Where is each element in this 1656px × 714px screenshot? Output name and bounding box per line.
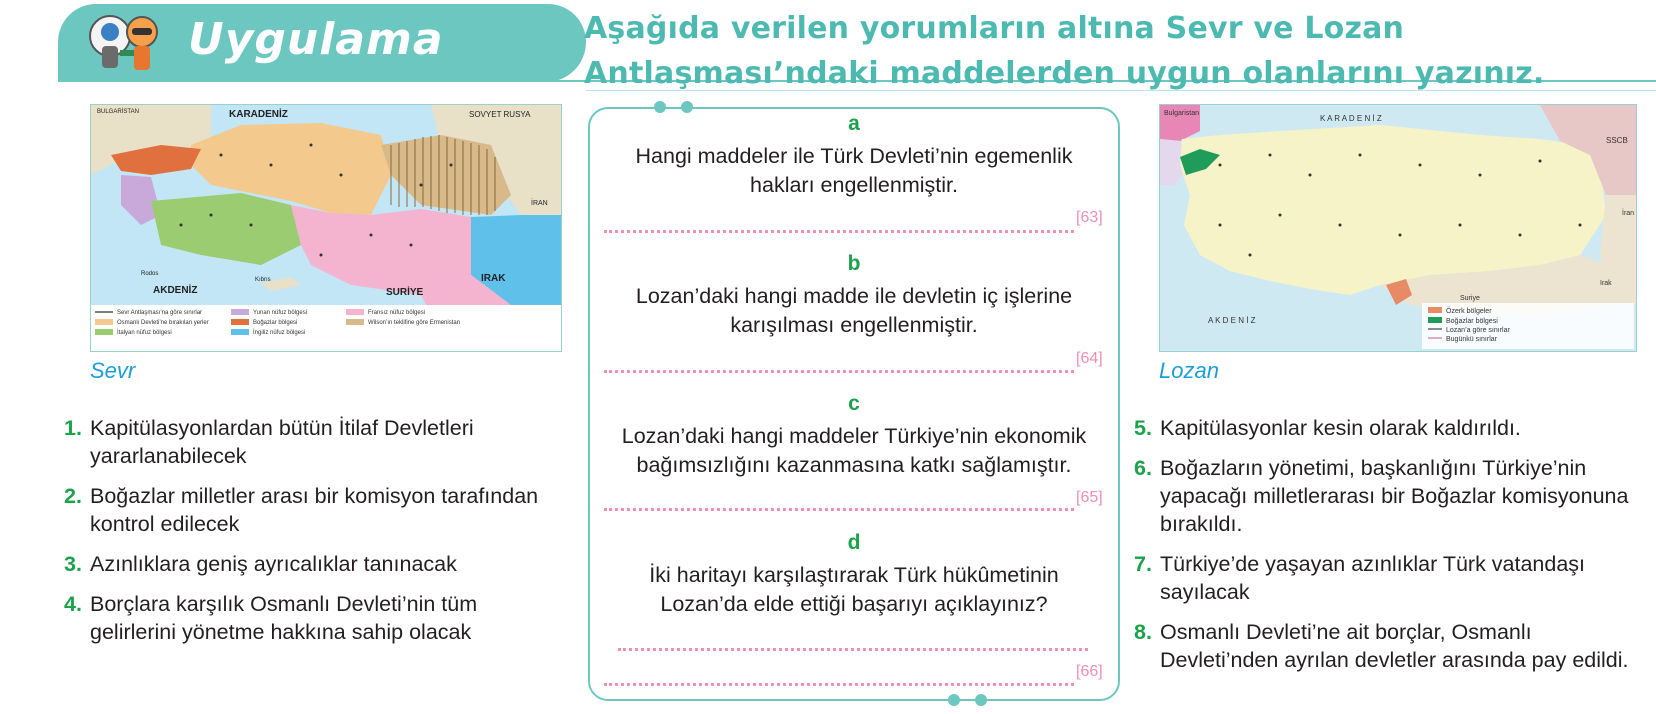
sevr-map (90, 104, 562, 352)
sevr-label-bulgaristan: BULGARİSTAN (97, 109, 139, 115)
decor-dot (975, 694, 987, 706)
lozan-label-suriye: Suriye (1460, 295, 1480, 302)
sevr-legend-6: Fransız nüfuz bölgesi (368, 310, 426, 316)
sevr-label-iran: İRAN (531, 200, 548, 207)
lozan-legend-2: Lozan’a göre sınırlar (1446, 327, 1510, 334)
sevr-label-rodos: Rodos (141, 271, 159, 277)
lozan-map (1159, 104, 1637, 352)
page-title: Uygulama (188, 14, 444, 65)
lozan-legend-3: Bugünkü sınırlar (1446, 336, 1497, 343)
sevr-legend-4: Boğazlar bölgesi (253, 320, 298, 326)
list-item: 8. Osmanlı Devleti’ne ait borçlar, Osmanlı Devleti’nden ayrılan devletler arasında pay edildi. (1134, 620, 1629, 672)
lozan-label-iran: İran (1622, 210, 1635, 217)
question-d: d İki haritayı karşılaştırarak Türk hükûmetinin Lozan’da elde ettiği başarıyı açıklayınız? (649, 531, 1059, 616)
lozan-label-irak: Irak (1600, 280, 1612, 287)
question-c: c Lozan’daki hangi maddeler Türkiye’nin ekonomik bağımsızlığını kazanmasına katkı sağlamıştır. (621, 392, 1087, 477)
lozan-list (1134, 414, 1644, 686)
question-a-ref: [63] (1076, 209, 1103, 226)
question-a: a Hangi maddeler ile Türk Devleti’nin egemenlik hakları engellenmiştir. (635, 112, 1073, 197)
list-item: 7. Türkiye’de yaşayan azınlıklar Türk vatandaşı sayılacak (1134, 552, 1586, 604)
question-d-ref: [66] (1076, 663, 1103, 680)
sevr-label-sovyet: SOVYET RUSYA (469, 110, 531, 119)
decor-dot (948, 694, 960, 706)
sevr-caption: Sevr (90, 358, 136, 383)
question-b-ref: [64] (1076, 350, 1103, 367)
sevr-legend-7: Wilson’ın teklifine göre Ermenistan (368, 320, 461, 326)
answer-line-c[interactable] (604, 508, 1074, 511)
sevr-legend-2: İtalyan nüfuz bölgesi (117, 330, 172, 336)
sevr-label-suriye: SURİYE (386, 287, 424, 298)
list-item: 6. Boğazların yönetimi, başkanlığını Türkiye’nin yapacağı milletlerarası bir Boğazlar komisyonuna bırakıldı. (1134, 456, 1629, 536)
lozan-legend-0: Özerk bölgeler (1446, 308, 1492, 315)
sevr-legend-5: İngiliz nüfuz bölgesi (253, 330, 306, 336)
answer-line-a[interactable] (604, 230, 1074, 233)
list-item: 5. Kapitülasyonlar kesin olarak kaldırıldı. (1134, 416, 1521, 440)
instruction-text: Aşağıda verilen yorumların altına Sevr ve Lozan Antlaşması’ndaki maddelerden uygun olanlarını yazınız. (584, 11, 1545, 91)
lozan-label-akdeniz: A K D E N İ Z (1208, 316, 1256, 325)
lozan-label-karadeniz: K A R A D E N İ Z (1320, 114, 1382, 123)
lozan-legend-1: Boğazlar bölgesi (1446, 318, 1498, 325)
sevr-label-irak: IRAK (481, 273, 506, 284)
lozan-label-bulgaristan: Bulgaristan (1164, 110, 1200, 117)
sevr-legend-0: Sevr Antlaşması’na göre sınırlar (117, 310, 203, 316)
question-b: b Lozan’daki hangi madde ile devletin iç işlerine karışılması engellenmiştir. (635, 252, 1073, 337)
lozan-caption: Lozan (1159, 358, 1219, 383)
answer-line-d2[interactable] (604, 683, 1074, 686)
answer-line-b[interactable] (604, 370, 1074, 373)
question-c-ref: [65] (1076, 489, 1103, 506)
list-item: 3. Azınlıklara geniş ayrıcalıklar tanınacak (64, 552, 457, 576)
sevr-list (64, 414, 566, 658)
sevr-label-kibris: Kıbrıs (255, 277, 271, 283)
list-item: 4. Borçlara karşılık Osmanlı Devleti’nin tüm gelirlerini yönetme hakkına sahip olacak (64, 592, 478, 644)
list-item: 1. Kapitülasyonlardan bütün İtilaf Devletleri yararlanabilecek (64, 416, 474, 468)
sevr-legend-1: Osmanlı Devleti’ne bırakılan yerler (117, 320, 209, 326)
sevr-label-akdeniz: AKDENİZ (153, 285, 198, 296)
answer-line-d1[interactable] (618, 648, 1088, 651)
mascot-icon (80, 6, 170, 76)
list-item: 2. Boğazlar milletler arası bir komisyon tarafından kontrol edilecek (64, 484, 539, 536)
lozan-label-sscb: SSCB (1606, 136, 1628, 145)
sevr-label-karadeniz: KARADENİZ (229, 109, 288, 120)
sevr-legend-3: Yunan nüfuz bölgesi (253, 310, 308, 316)
